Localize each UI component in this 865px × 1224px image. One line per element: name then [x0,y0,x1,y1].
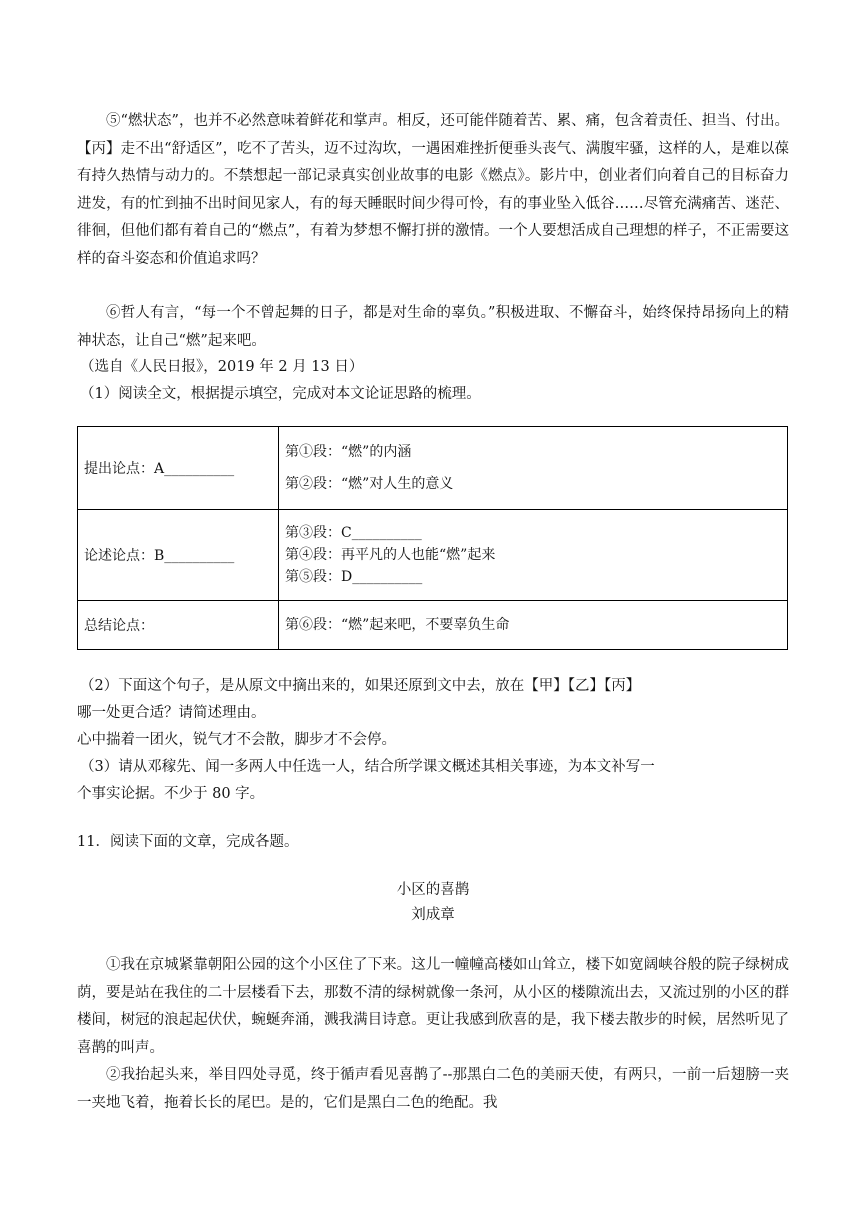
question-3-line-1: （3）请从邓稼先、闻一多两人中任选一人，结合所学课文概述其相关事迹，为本文补写一 [80,759,655,775]
question-11: 11．阅读下面的文章，完成各题。 [77,834,299,850]
table-cell-line: 第②段：“燃”对人生的意义 [285,476,454,492]
table-cell-line: 第④段：再平凡的人也能“燃”起来 [285,547,496,563]
question-2-line-2: 哪一处更合适？请简述理由。 [77,705,266,721]
article-title: 小区的喜鹊 [396,882,470,898]
question-1: （1）阅读全文，根据提示填空，完成对本文论证思路的梳理。 [80,386,481,402]
table-cell-argue-paragraphs [279,510,788,601]
table-row [78,510,788,601]
source-citation: （选自《人民日报》，2019 年 2 月 13 日） [80,359,364,375]
article-paragraph-2: ②我抬起头来，举目四处寻觅，终于循声看见喜鹊了--那黑白二色的美丽天使，有两只，一前一后翅膀一夹一夹地飞着，拖着长长的尾巴。是的，它们是黑白二色的绝配。我 [77,1067,789,1111]
table-cell-line: 第⑥段：“燃”起来吧，不要辜负生命 [285,617,510,633]
question-2-line-1: （2）下面这个句子，是从原文中摘出来的，如果还原到文中去，放在【甲】【乙】【丙】 [80,678,641,694]
table-cell-conclude-paragraphs [279,601,788,650]
question-2-sentence: 心中揣着一团火，锐气才不会散，脚步才不会停。 [77,732,396,748]
argument-outline-table [77,426,788,650]
table-cell-line: 第③段：C__________ [285,525,422,541]
table-row [78,427,788,510]
table-cell-line: 第①段：“燃”的内涵 [285,444,412,460]
paragraph-6: ⑥哲人有言，“每一个不曾起舞的日子，都是对生命的辜负。”积极进取、不懈奋斗，始终保持昂扬向上的精神状态，让自己“燃”起来吧。 [77,305,789,349]
table-cell-conclude: 总结论点： [78,601,279,650]
table-cell-propose-paragraphs [279,427,788,510]
paragraph-5: ⑤“燃状态”，也并不必然意味着鲜花和掌声。相反，还可能伴随着苦、累、痛，包含着责任、担当、付出。【丙】走不出“舒适区”，吃不了苦头，迈不过沟坎，一遇困难挫折便垂头丧气、满腹牢骚，这样的人，是难以葆有持久热情与动力的。不禁想起一部记录真实创业故事的电影《燃点》。影片中，创业者们向着自己的目标奋力进发，有的忙到抽不出时间见家人，有的每天睡眠时间少得可怜，有的事业坠入低谷……尽管充满痛苦、迷茫、徘徊，但他们都有着自己的“燃点”，有着为梦想不懈打拼的激情。一个人要想活成自己理想的样子，不正需要这样的奋斗姿态和价值追求吗？ [77,113,789,267]
table-row [78,601,788,650]
table-cell-line: 第⑤段：D__________ [285,569,423,585]
article-paragraph-1: ①我在京城紧靠朝阳公园的这个小区住了下来。这儿一幢幢高楼如山耸立，楼下如宽阔峡谷般的院子绿树成荫，要是站在我住的二十层楼看下去，那数不清的绿树就像一条河，从小区的楼隙流出去，又流过别的小区的群楼间，树冠的浪起起伏伏，蜿蜒奔涌，溅我满目诗意。更让我感到欣喜的是，我下楼去散步的时候，居然听见了喜鹊的叫声。 [77,957,789,1056]
table-cell-propose: 提出论点：A__________ [78,427,279,510]
table-cell-argue: 论述论点：B__________ [78,510,279,601]
article-author: 刘成章 [411,907,455,923]
question-3-line-2: 个事实论据。不少于 80 字。 [77,786,265,802]
